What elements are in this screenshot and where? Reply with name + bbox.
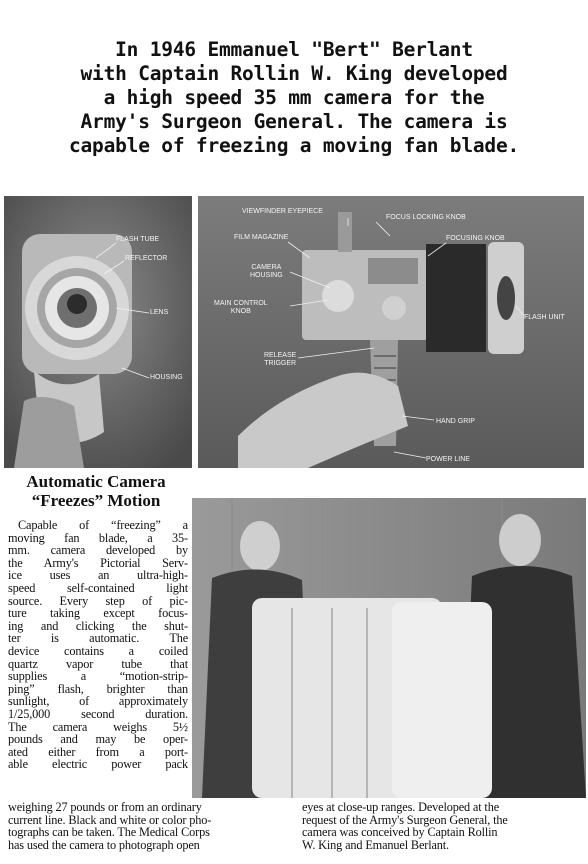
text-line: current line. Black and white or color pho- <box>8 812 212 827</box>
text-line: weighing 27 pounds or from an ordinary <box>8 800 202 814</box>
label-housing: HOUSING <box>150 374 183 381</box>
text-line: quartz vapor tube that <box>8 656 188 671</box>
label-release-trigger <box>264 352 296 368</box>
text-line: moving fan blade, a 35- <box>8 530 188 545</box>
text-line: device contains a coiled <box>8 643 188 658</box>
headline-line: with Captain Rollin W. King developed <box>80 62 508 85</box>
text-line: W. King and Emanuel Berlant. <box>302 837 449 852</box>
camera-front-illustration <box>4 196 192 468</box>
text-line: 1/25,000 second duration. <box>8 706 188 721</box>
headline-line: Army's Surgeon General. The camera is <box>80 110 508 133</box>
men-with-fan-photo <box>192 498 586 798</box>
label-flash-unit: FLASH UNIT <box>524 314 565 321</box>
men-with-fan-illustration <box>192 498 586 798</box>
text-line: supplies a “motion-strip- <box>8 669 188 684</box>
label-release-trigger-line: RELEASE <box>264 352 297 359</box>
text-line: request of the Army's Surgeon General, the <box>302 812 508 827</box>
text-line: sunlight, of approximately <box>8 694 188 709</box>
label-camera-housing-line: HOUSING <box>250 272 283 279</box>
label-camera-housing-line: CAMERA <box>251 264 282 271</box>
label-power-line: POWER LINE <box>426 456 470 463</box>
label-main-control-knob <box>214 300 268 316</box>
label-reflector: REFLECTOR <box>125 255 168 262</box>
article-column-2 <box>302 801 584 851</box>
text-line: Capable of “freezing” a <box>18 518 188 532</box>
text-line: ping” flash, brighter than <box>8 681 188 696</box>
article-column-1-continued <box>8 801 298 851</box>
headline-line: In 1946 Emmanuel "Bert" Berlant <box>115 38 473 61</box>
text-line: the Army's Pictorial Serv- <box>8 555 188 570</box>
label-main-control-knob-line: MAIN CONTROL <box>214 300 268 307</box>
label-lens: LENS <box>150 309 169 316</box>
text-line: The camera weighs 5½ <box>8 719 188 734</box>
label-hand-grip: HAND GRIP <box>436 418 475 425</box>
article-title <box>6 472 186 510</box>
text-line: ture taking except focus- <box>8 606 188 621</box>
text-line: mm. camera developed by <box>8 543 188 558</box>
headline-line: a high speed 35 mm camera for the <box>103 86 485 109</box>
label-film-magazine: FILM MAGAZINE <box>234 234 289 241</box>
text-line: source. Every step of pic- <box>8 593 188 608</box>
text-line: ing and clicking the shut- <box>8 618 188 633</box>
text-line: has used the camera to photograph open <box>8 837 200 852</box>
label-main-control-knob-line: KNOB <box>230 308 251 315</box>
label-focus-locking-knob: FOCUS LOCKING KNOB <box>386 214 466 221</box>
text-line: ated either from a port- <box>8 744 188 759</box>
camera-side-photo <box>198 196 584 468</box>
text-line: tographs can be taken. The Medical Corps <box>8 825 210 840</box>
text-line: eyes at close-up ranges. Developed at the <box>302 800 500 814</box>
label-viewfinder-eyepiece: VIEWFINDER EYEPIECE <box>242 208 323 215</box>
article-column-1 <box>8 519 188 771</box>
article-title-line: “Freezes” Motion <box>31 491 161 510</box>
text-line: pounds and may be oper- <box>8 732 188 747</box>
text-line: ter is automatic. The <box>8 631 188 646</box>
text-line: speed self-contained light <box>8 580 188 595</box>
text-line: ice uses an ultra-high- <box>8 568 188 583</box>
label-focusing-knob: FOCUSING KNOB <box>446 235 505 242</box>
text-line: camera was conceived by Captain Rollin <box>302 825 498 840</box>
headline-line: capable of freezing a moving fan blade. <box>68 134 520 157</box>
label-camera-housing <box>250 264 283 280</box>
headline <box>10 38 578 158</box>
camera-front-photo <box>4 196 192 468</box>
article-title-line: Automatic Camera <box>26 472 166 491</box>
label-flash-tube: FLASH TUBE <box>116 236 160 243</box>
text-line: able electric power pack <box>8 757 188 772</box>
label-release-trigger-line: TRIGGER <box>264 360 297 367</box>
